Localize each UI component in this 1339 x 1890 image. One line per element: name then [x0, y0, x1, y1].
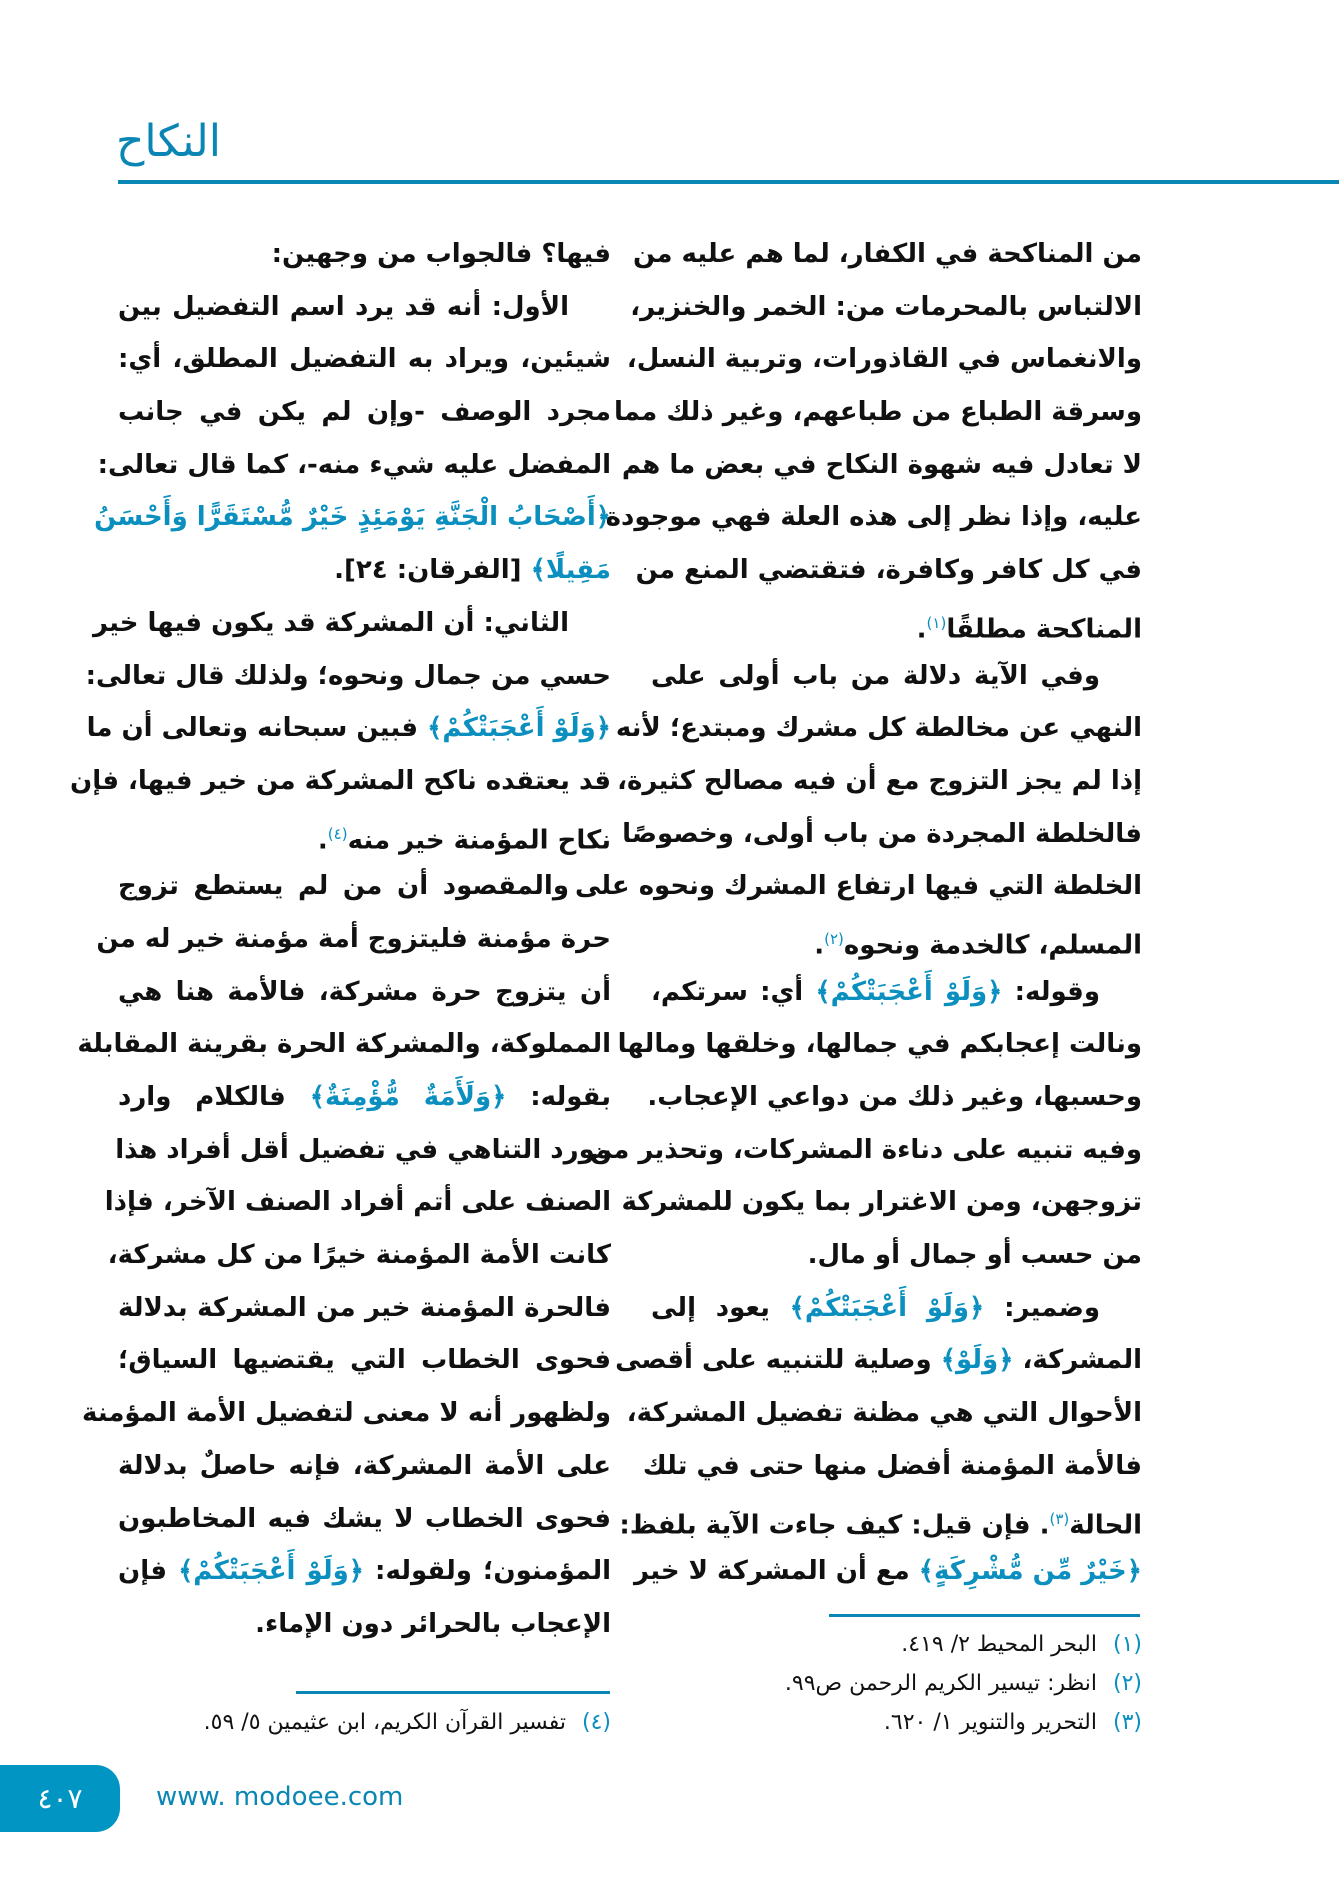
text-line [118, 1334, 611, 1387]
body-text: ونالت إعجابكم في جمالها، وخلقها ومالها [617, 1029, 1142, 1060]
body-text: مورد التناهي في تفضيل أقل أفراد هذا [115, 1134, 611, 1165]
body-text: على الأمة المشركة، فإنه حاصلٌ بدلالة [118, 1450, 611, 1481]
quran-verse: ﴿وَلَوْ أَعْجَبَتْكُمْ﴾ [789, 1292, 985, 1323]
text-line [626, 333, 1142, 386]
body-text: الثاني: أن المشركة قد يكون فيها خير [92, 607, 569, 638]
body-text: في كل كافر وكافرة، فتقتضي المنع من [635, 555, 1142, 586]
footnote-number: (٢) [1112, 1671, 1142, 1696]
text-line [81, 1387, 611, 1440]
footnote-number: (١) [1112, 1632, 1142, 1657]
text-line [118, 966, 611, 1019]
quran-verse: ﴿خَيْرٌ مِّن مُّشْرِكَةٍ﴾ [918, 1556, 1142, 1587]
footnote-divider [829, 1614, 1140, 1617]
text-line [118, 281, 611, 334]
text-line [589, 1124, 1142, 1177]
body-text: شيئين، ويراد به التفضيل المطلق، أي: [118, 344, 611, 375]
website-url[interactable]: www. modoee.com [156, 1782, 404, 1812]
text-line [118, 1282, 611, 1335]
body-text: والانغماس في القاذورات، وتربية النسل، [626, 344, 1142, 375]
body-text: مع أن المشركة لا خير [634, 1556, 919, 1587]
body-text: الخلطة التي فيها ارتفاع المشرك ونحوه على [574, 871, 1142, 902]
body-text: وضمير: [984, 1292, 1100, 1323]
footnote-text: انظر: تيسير الكريم الرحمن ص٩٩. [784, 1671, 1097, 1696]
text-line [118, 228, 611, 281]
body-text: فحوى الخطاب التي يقتضيها السياق؛ [118, 1345, 611, 1376]
text-line [94, 491, 611, 544]
quran-verse: ﴿وَلَوْ أَعْجَبَتْكُمْ﴾ [178, 1556, 364, 1587]
body-text: . فإن قيل: كيف جاءت الآية بلفظ: [619, 1510, 1050, 1541]
text-line [642, 1440, 1142, 1493]
text-line [615, 702, 1142, 755]
text-line [118, 1598, 611, 1651]
text-line [622, 808, 1142, 861]
footnotes-left [118, 1703, 611, 1742]
footnote [651, 1703, 1142, 1742]
body-text: إذا لم يجز التزوج مع أن فيه مصالح كثيرة، [617, 765, 1142, 796]
footnote-text: تفسير القرآن الكريم، ابن عثيمين ٥/ ٥٩. [203, 1710, 566, 1735]
body-text: . [916, 614, 927, 645]
body-text: بقوله: [506, 1082, 611, 1112]
body-text: المناكحة مطلقًا [946, 614, 1142, 645]
footnote-reference: (١) [926, 613, 947, 632]
body-text: أن يتزوج حرة مشركة، فالأمة هنا هي [118, 976, 611, 1007]
footnote-reference: (٢) [824, 929, 844, 948]
body-text: فإن [118, 1556, 179, 1587]
text-line [96, 913, 611, 966]
text-line [651, 650, 1142, 703]
quran-verse: ﴿وَلَوْ أَعْجَبَتْكُمْ﴾ [815, 976, 1003, 1007]
body-text: النهي عن مخالطة كل مشرك ومبتدع؛ لأنه [615, 713, 1142, 744]
text-line [651, 1282, 1142, 1335]
footnote-text: البحر المحيط ٢/ ٤١٩. [901, 1632, 1097, 1657]
body-text: من حسب أو جمال أو مال. [807, 1240, 1142, 1271]
quran-verse: ﴿أَصْحَابُ الْجَنَّةِ يَوْمَئِذٍ خَيْرٌ مُّسْتَقَرًّا وَأَحْسَنُ [94, 502, 611, 533]
body-text: وصلية للتنبيه على أقصى [615, 1345, 941, 1376]
quran-verse: ﴿وَلَوْ أَعْجَبَتْكُمْ﴾ [427, 713, 611, 744]
text-line [118, 1440, 611, 1493]
body-text: وفيه تنبيه على دناءة المشركات، وتحذير من [589, 1134, 1142, 1165]
footnote [118, 1703, 611, 1742]
text-line [77, 1018, 611, 1071]
text-line [605, 491, 1142, 544]
text-line [70, 755, 611, 808]
body-text: وفي الآية دلالة من باب أولى على [651, 660, 1100, 691]
text-line [619, 1493, 1142, 1546]
body-text: يعود إلى [651, 1292, 790, 1323]
body-text: فيها؟ فالجواب من وجهين: [271, 239, 611, 269]
body-text: فالخلطة المجردة من باب أولى، وخصوصًا [622, 818, 1142, 849]
text-line [635, 544, 1142, 597]
footnote-reference: (٤) [327, 824, 348, 843]
text-line [615, 1334, 1142, 1387]
body-text: وقوله: [1002, 976, 1100, 1007]
body-text: فحوى الخطاب لا يشك فيه المخاطبون [118, 1503, 611, 1534]
body-text: المؤمنون؛ ولقوله: [363, 1556, 611, 1587]
text-line [647, 1071, 1142, 1124]
body-text: المشركة، [1013, 1345, 1142, 1376]
text-line [651, 913, 1142, 966]
footnote-number: (٤) [581, 1710, 611, 1735]
footnote-reference: (٣) [1049, 1509, 1070, 1528]
text-line [626, 1387, 1142, 1440]
quran-verse: ﴿وَلَوْ﴾ [940, 1345, 1014, 1376]
text-line [574, 860, 1142, 913]
text-line [651, 1229, 1142, 1282]
text-line [118, 808, 611, 861]
body-text: أي: سرتكم، [651, 976, 816, 1007]
body-text: كانت الأمة المؤمنة خيرًا من كل مشركة، [107, 1240, 611, 1271]
text-line [86, 702, 611, 755]
body-text: والمقصود أن من لم يستطع تزوج [118, 871, 569, 902]
text-line [621, 1176, 1142, 1229]
text-line [118, 386, 611, 439]
body-text: فالحرة المؤمنة خير من المشركة بدلالة [118, 1292, 611, 1323]
text-line [617, 755, 1142, 808]
body-text: وحسبها، وغير ذلك من دواعي الإعجاب. [647, 1082, 1142, 1112]
body-text: لا تعادل فيه شهوة النكاح في بعض ما هم [621, 449, 1142, 480]
right-text-column [574, 228, 1142, 1598]
text-line [617, 1018, 1142, 1071]
text-line [85, 650, 611, 703]
text-line [107, 1229, 611, 1282]
body-text: فالكلام وارد [118, 1082, 310, 1112]
left-text-column [70, 228, 611, 1651]
body-text: تزوجهن، ومن الاغترار بما يكون للمشركة [621, 1187, 1142, 1218]
quran-verse: ﴿وَلَأَمَةٌ مُّؤْمِنَةٌ﴾ [309, 1082, 507, 1112]
body-text: من المناكحة في الكفار، لما هم عليه من [632, 239, 1142, 269]
text-line [118, 544, 611, 597]
text-line [651, 966, 1142, 1019]
body-text: فبين سبحانه وتعالى أن ما [86, 713, 428, 744]
text-line [613, 386, 1142, 439]
text-line [92, 597, 611, 650]
text-line [118, 333, 611, 386]
body-text: الأول: أنه قد يرد اسم التفضيل بين [118, 291, 569, 322]
header-divider [118, 180, 1339, 184]
body-text: . [814, 930, 825, 961]
body-text: المفضل عليه شيء منه-، كما قال تعالى: [97, 449, 611, 480]
body-text: مجرد الوصف -وإن لم يكن في جانب [118, 397, 611, 428]
text-line [651, 597, 1142, 650]
body-text: المملوكة، والمشركة الحرة بقرينة المقابلة [77, 1029, 611, 1060]
body-text: فالأمة المؤمنة أفضل منها حتى في تلك [642, 1450, 1142, 1481]
body-text: حسي من جمال ونحوه؛ ولذلك قال تعالى: [85, 660, 611, 691]
body-text: ولظهور أنه لا معنى لتفضيل الأمة المؤمنة [81, 1398, 611, 1429]
footnote-number: (٣) [1112, 1710, 1142, 1735]
body-text: نكاح المؤمنة خير منه [347, 825, 611, 856]
quran-verse: مَقِيلًا﴾ [530, 555, 611, 586]
chapter-title: النكاح [116, 116, 222, 167]
text-line [118, 1071, 611, 1124]
footnote-divider [296, 1691, 610, 1694]
body-text: الالتباس بالمحرمات من: الخمر والخنزير، [630, 291, 1142, 322]
body-text: قد يعتقده ناكح المشركة من خير فيها، فإن [70, 765, 611, 796]
footnote [651, 1625, 1142, 1664]
text-line [115, 1124, 611, 1177]
body-text: الحالة [1069, 1510, 1142, 1541]
text-line [118, 860, 611, 913]
text-line [104, 1176, 611, 1229]
text-line [97, 439, 611, 492]
body-text: [الفرقان: ٢٤]. [334, 555, 531, 586]
text-line [118, 1545, 611, 1598]
footnotes-right [651, 1625, 1142, 1742]
page-number-badge: ٤٠٧ [0, 1765, 120, 1832]
body-text: عليه، وإذا نظر إلى هذه العلة فهي موجودة [605, 502, 1142, 533]
body-text: . [317, 825, 328, 856]
body-text: الأحوال التي هي مظنة تفضيل المشركة، [626, 1398, 1142, 1429]
body-text: وسرقة الطباع من طباعهم، وغير ذلك مما [613, 397, 1142, 428]
body-text: حرة مؤمنة فليتزوج أمة مؤمنة خير له من [96, 923, 611, 954]
footnote-text: التحرير والتنوير ١/ ٦٢٠. [883, 1710, 1097, 1735]
footnote [651, 1664, 1142, 1703]
text-line [632, 228, 1142, 281]
text-line [621, 439, 1142, 492]
body-text: الصنف على أتم أفراد الصنف الآخر، فإذا [104, 1187, 611, 1218]
text-line [118, 1493, 611, 1546]
body-text: المسلم، كالخدمة ونحوه [843, 930, 1142, 961]
text-line [634, 1545, 1142, 1598]
body-text: الإعجاب بالحرائر دون الإماء. [255, 1608, 611, 1639]
text-line [630, 281, 1142, 334]
